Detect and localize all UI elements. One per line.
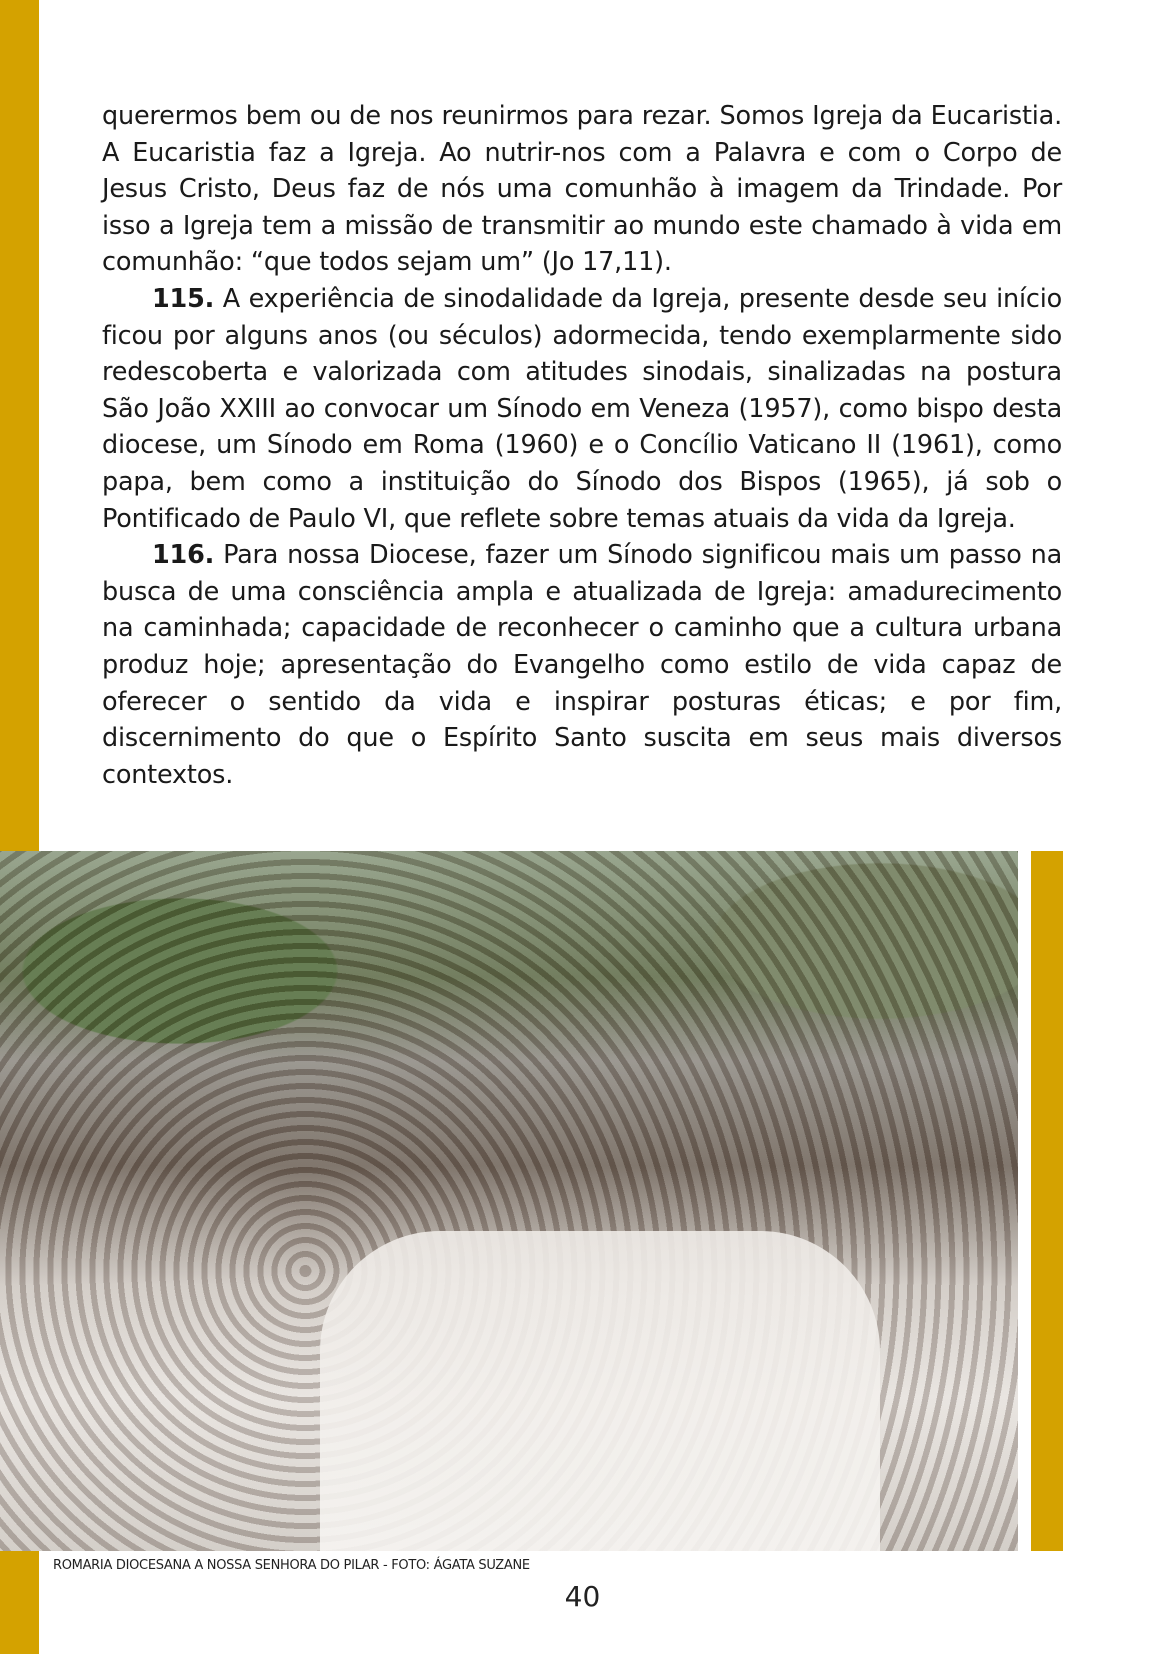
right-accent-bar — [1031, 851, 1063, 1551]
photo-caption: ROMARIA DIOCESANA A NOSSA SENHORA DO PILAR - FOTO: ÁGATA SUZANE — [53, 1558, 530, 1573]
paragraph — [102, 98, 1062, 281]
paragraph-text: A experiência de sinodalidade da Igreja, presente desde seu início ficou por alguns anos (ou séculos) adormecida, tendo exemplarmente sido redescoberta e valorizada com atitudes sinodais, sinalizadas na postura São João XXIII ao convocar um Sínodo em Veneza (1957), como bispo desta diocese, um Sínodo em Roma (1960) e o Concílio Vaticano II (1961), como papa, bem como a instituição do Sínodo dos Bispos (1965), já sob o Pontificado de Paulo VI, que reflete sobre temas atuais da vida da Igreja. — [102, 283, 1062, 534]
paragraph-text: querermos bem ou de nos reunirmos para rezar. Somos Igreja da Eucaristia. A Eucaristia faz a Igreja. Ao nutrir-nos com a Palavra e com o Corpo de Jesus Cristo, Deus faz de nós uma comunhão à imagem da Trindade. Por isso a Igreja tem a missão de transmitir ao mundo este chamado à vida em comunhão: “que todos sejam um” (Jo 17,11). — [102, 101, 1062, 278]
paragraph-text: Para nossa Diocese, fazer um Sínodo significou mais um passo na busca de uma consciência ampla e atualizada de Igreja: amadurecimento na caminhada; capacidade de reconhecer o caminho que a cultura urbana produz hoje; apresentação do Evangelho como estilo de vida capaz de oferecer o sentido da vida e inspirar posturas éticas; e por fim, discernimento do que o Espírito Santo suscita em seus mais diversos contextos. — [102, 540, 1062, 790]
procession-photo — [0, 851, 1018, 1551]
paragraph-number: 116. — [152, 540, 215, 571]
paragraph-115 — [102, 281, 1062, 537]
clergy-robes — [320, 1231, 880, 1551]
paragraph-116 — [102, 537, 1062, 793]
paragraph-number: 115. — [152, 283, 215, 314]
body-text — [102, 98, 1062, 793]
page-number: 40 — [564, 1580, 601, 1613]
